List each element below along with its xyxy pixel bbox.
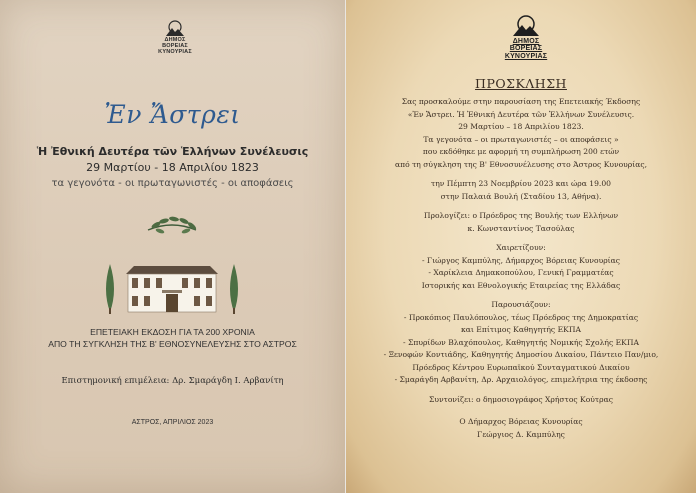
- edition-note: [0, 326, 345, 351]
- cover-title: Ἐν Ἄστρει: [104, 100, 241, 129]
- cypress-tree-icon: [230, 264, 238, 314]
- invitation-body: [346, 96, 696, 441]
- signature-name: Γεώργιος Δ. Καμπύλης: [477, 429, 565, 439]
- logo-line1: ΔΗΜΟΣ: [164, 37, 186, 43]
- cover-illustration: [96, 216, 248, 316]
- edition-line2: ΑΠΟ ΤΗ ΣΥΓΚΛΗΣΗ ΤΗΣ Β' ΕΘΝΟΣΥΝΕΛΕΥΣΗΣ ΣΤΟ ΑΣΤΡΟΣ: [48, 339, 297, 350]
- speaker-line: - Σπυρίδων Βλαχόπουλος, Καθηγητής Νομικής Σχολής ΕΚΠΑ: [403, 337, 639, 347]
- speaker-line: - Ξενοφών Κοντιάδης, Καθηγητής Δημοσίου Δικαίου, Πάντειο Παν/μιο,: [383, 350, 659, 359]
- intro-line: που εκδόθηκε με αφορμή τη συμπλήρωση 200 ετών: [422, 147, 620, 156]
- greetings-title: Χαιρετίζουν:: [496, 243, 546, 252]
- scientific-editor: Επιστημονική επιμέλεια: Δρ. Σμαράγδη Ι. Αρβανίτη: [61, 376, 284, 386]
- greeting-line: - Γιώργος Καμπύλης, Δήμαρχος Βόρειας Κυνουρίας: [421, 255, 621, 265]
- event-when: την Πέμπτη 23 Νοεμβρίου 2023 και ώρα 19.00: [431, 179, 611, 188]
- invitation-sheet: [346, 0, 696, 493]
- cover-subtitle: Ἡ Ἐθνική Δευτέρα τῶν Ἑλλήνων Συνέλευσις: [36, 145, 309, 158]
- speaker-line: και Επίτιμος Καθηγητής ΕΚΠΑ: [461, 325, 581, 334]
- edition-line1: ΕΠΕΤΕΙΑΚΗ ΕΚΔΟΣΗ ΓΙΑ ΤΑ 200 ΧΡΟΝΙΑ: [90, 327, 255, 337]
- intro-line: από τη σύγκληση της Β' Εθνοσυνέλευσης στο Άστρος Κυνουρίας,: [394, 159, 648, 169]
- logo-line1: ΔΗΜΟΣ: [512, 38, 540, 45]
- event-where: στην Παλαιά Βουλή (Σταδίου 13, Αθήνα).: [440, 191, 602, 201]
- intro-line: Σας προσκαλούμε στην παρουσίαση της Επετειακής Έκδοσης: [401, 97, 641, 106]
- mountain-sun-logo-icon: [511, 14, 541, 38]
- cypress-tree-icon: [106, 264, 114, 314]
- cover-dates: 29 Μαρτίου - 18 Απριλίου 1823: [86, 161, 259, 174]
- municipality-logo: [150, 20, 200, 55]
- mansion-building-icon: [126, 266, 218, 312]
- speakers-title: Παρουσιάζουν:: [491, 300, 551, 309]
- greeting-line: Ιστορικής και Εθνολογικής Εταιρείας της Ελλάδας: [421, 280, 621, 290]
- chair-line: Προλογίζει: ο Πρόεδρος της Βουλής των Ελλήνων: [423, 211, 619, 220]
- intro-line: 29 Μαρτίου – 18 Απριλίου 1823.: [458, 122, 584, 131]
- greeting-line: - Χαρίκλεια Δημακοπούλου, Γενική Γραμματέας: [428, 268, 614, 277]
- signature-title: Ο Δήμαρχος Βόρειας Κυνουρίας: [459, 417, 583, 426]
- olive-branch-icon: [148, 216, 197, 234]
- speaker-line: - Προκόπιος Παυλόπουλος, τέως Πρόεδρος της Δημοκρατίας: [403, 312, 639, 322]
- invitation-heading: ΠΡΟΣΚΛΗΣΗ: [475, 76, 567, 91]
- speaker-line: Πρόεδρος Κέντρου Ευρωπαϊκού Συνταγματικού Δικαίου: [412, 362, 630, 372]
- logo-line2: ΒΟΡΕΙΑΣ ΚΥΝΟΥΡΙΑΣ: [504, 45, 548, 60]
- cover-topics: τα γεγονότα - οι πρωταγωνιστές - οι αποφάσεις: [51, 178, 294, 189]
- coordinator-line: Συντονίζει: ο δημοσιογράφος Χρήστος Κούτρας: [429, 394, 613, 404]
- mountain-sun-logo-icon: [164, 20, 186, 38]
- intro-line: Τα γεγονότα – οι πρωταγωνιστές – οι αποφάσεις »: [423, 134, 619, 144]
- chair-name: κ. Κωνσταντίνος Τασούλας: [467, 223, 575, 233]
- intro-line: «Ἐν Ἄστρει. Ἡ Ἐθνική Δευτέρα τῶν Ἑλλήνων Συνέλευσις.: [407, 109, 635, 119]
- place-date: ΑΣΤΡΟΣ, ΑΠΡΙΛΙΟΣ 2023: [131, 419, 214, 426]
- speaker-line: - Σμαράγδη Αρβανίτη, Δρ. Αρχαιολόγος, επιμελήτρια της έκδοσης: [394, 375, 648, 384]
- book-cover: [0, 0, 345, 493]
- logo-line2: ΒΟΡΕΙΑΣ ΚΥΝΟΥΡΙΑΣ: [158, 42, 192, 55]
- municipality-logo: [496, 14, 556, 60]
